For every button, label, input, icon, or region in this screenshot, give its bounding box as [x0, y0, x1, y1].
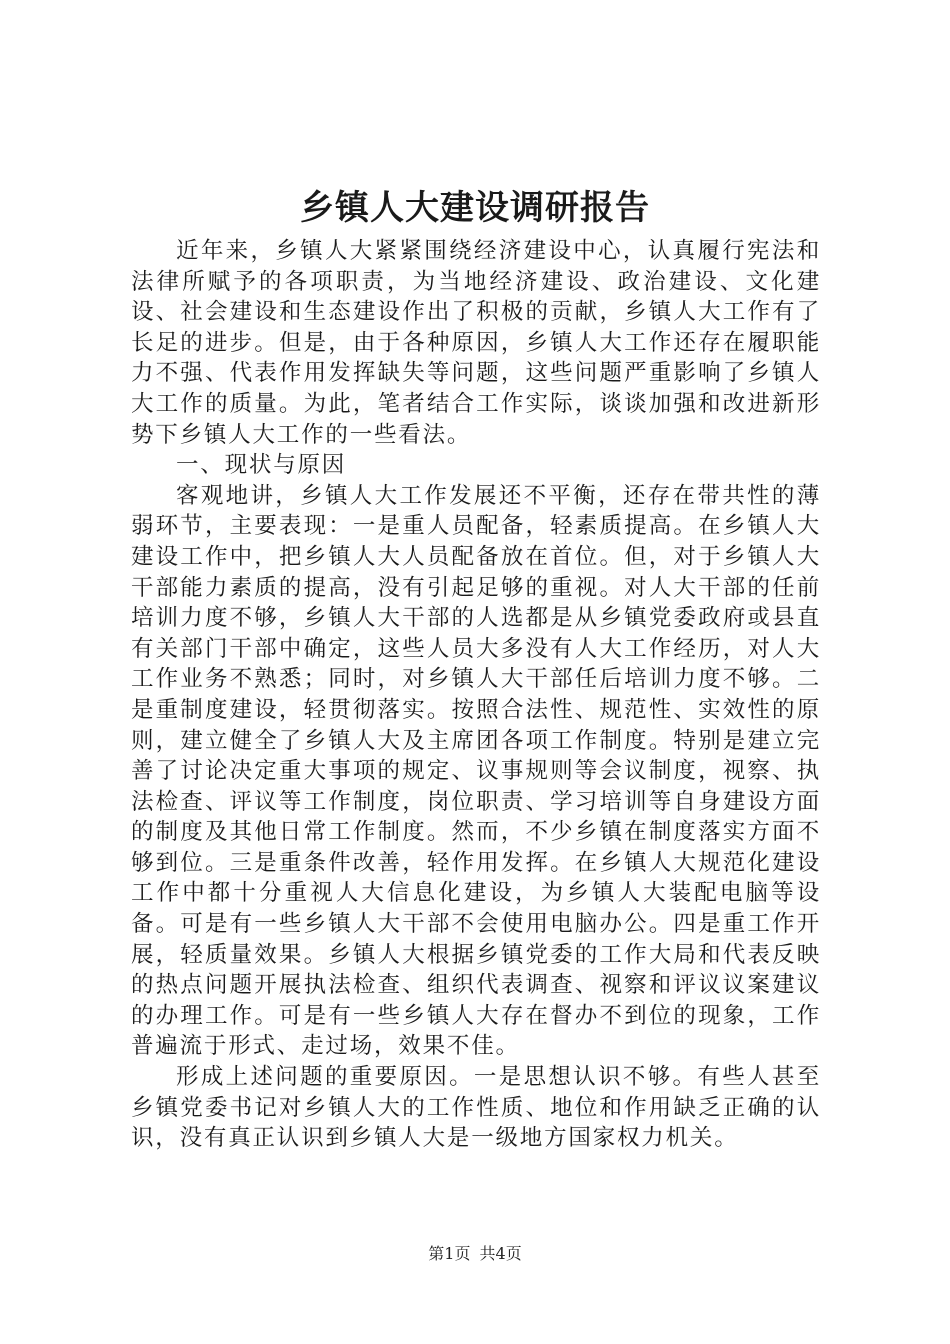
page-number: 第1页: [428, 1244, 471, 1263]
paragraph-intro: 近年来，乡镇人大紧紧围绕经济建设中心，认真履行宪法和法律所赋予的各项职责，为当地经济建设、政治建设、文化建设、社会建设和生态建设作出了积极的贡献，乡镇人大工作有了长足的进步。但是，由于各种原因，乡镇人大工作还存在履职能力不强、代表作用发挥缺失等问题，这些问题严重影响了乡镇人大工作的质量。为此，笔者结合工作实际，谈谈加强和改进新形势下乡镇人大工作的一些看法。: [131, 238, 821, 448]
section-heading: 一、现状与原因: [176, 452, 347, 479]
document-body: [131, 236, 821, 1154]
document-title: 乡镇人大建设调研报告: [300, 188, 650, 228]
paragraph-causes: 形成上述问题的重要原因。一是思想认识不够。有些人甚至乡镇党委书记对乡镇人大的工作性质、地位和作用缺乏正确的认识，没有真正认识到乡镇人大是一级地方国家权力机关。: [131, 1064, 821, 1152]
paragraph-status: 客观地讲，乡镇人大工作发展还不平衡，还存在带共性的薄弱环节，主要表现：一是重人员配备，轻素质提高。在乡镇人大建设工作中，把乡镇人大人员配备放在首位。但，对于乡镇人大干部能力素质的提高，没有引起足够的重视。对人大干部的任前培训力度不够，乡镇人大干部的人选都是从乡镇党委政府或县直有关部门干部中确定，这些人员大多没有人大工作经历，对人大工作业务不熟悉；同时，对乡镇人大干部任后培训力度不够。二是重制度建设，轻贯彻落实。按照合法性、规范性、实效性的原则，建立健全了乡镇人大及主席团各项工作制度。特别是建立完善了讨论决定重大事项的规定、议事规则等会议制度，视察、执法检查、评议等工作制度，岗位职责、学习培训等自身建设方面的制度及其他日常工作制度。然而，不少乡镇在制度落实方面不够到位。三是重条件改善，轻作用发挥。在乡镇人大规范化建设工作中都十分重视人大信息化建设，为乡镇人大装配电脑等设备。可是有一些乡镇人大干部不会使用电脑办公。四是重工作开展，轻质量效果。乡镇人大根据乡镇党委的工作大局和代表反映的热点问题开展执法检查、组织代表调查、视察和评议议案建议的办理工作。可是有一些乡镇人大存在督办不到位的现象，工作普遍流于形式、走过场，效果不佳。: [131, 482, 821, 1060]
page-total: 共4页: [479, 1244, 522, 1263]
page-footer: [0, 1243, 950, 1265]
